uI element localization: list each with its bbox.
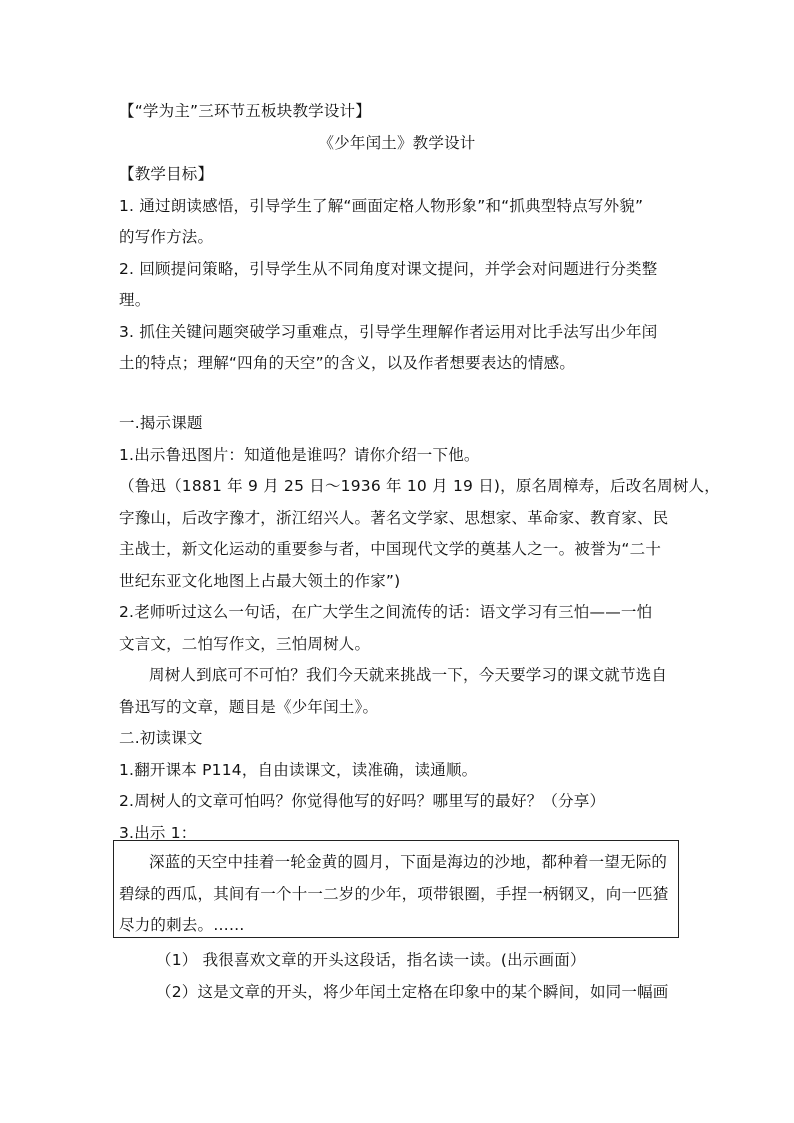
quote-line-2: 碧绿的西瓜，其间有一个十一二岁的少年，项带银圈，手捏一柄钢叉，向一匹猹 — [119, 885, 669, 903]
section-1-para-2-line-3: 主战士，新文化运动的重要参与者，中国现代文学的奠基人之一。被誉为“二十 — [119, 540, 662, 558]
section-2-para-3: 3.出示 1： — [119, 824, 197, 842]
goal-1-line-1: 1. 通过朗读感悟，引导学生了解“画面定格人物形象”和“抓典型特点写外貌” — [119, 197, 644, 215]
goal-3-line-1: 3. 抓住关键问题突破学习重难点，引导学生理解作者运用对比手法写出少年闰 — [119, 323, 658, 341]
quote-line-1: 深蓝的天空中挂着一轮金黄的圆月，下面是海边的沙地，都种着一望无际的 — [149, 853, 668, 871]
section-1-para-4-line-1: 周树人到底可不可怕？我们今天就来挑战一下，今天要学习的课文就节选自 — [149, 666, 668, 684]
section-1-para-1: 1.出示鲁迅图片：知道他是谁吗？请你介绍一下他。 — [119, 446, 480, 464]
section-1-para-3-line-2: 文言文，二怕写作文，三怕周树人。 — [119, 635, 371, 653]
section-1-para-4-line-2: 鲁迅写的文章，题目是《少年闰土》。 — [119, 698, 379, 716]
section-1-para-3-line-1: 2.老师听过这么一句话，在广大学生之间流传的话：语文学习有三怕——一怕 — [119, 603, 653, 621]
section-1-para-2-line-1: （鲁迅（1881 年 9 月 25 日～1936 年 10 月 19 日)，原名周樟寿，后改名周树人， — [119, 477, 720, 495]
series-title: 【“学为主”三环节五板块教学设计】 — [119, 102, 371, 120]
section-2-para-1: 1.翻开课本 P114，自由读课文，读准确，读通顺。 — [119, 761, 478, 779]
section-1-para-2-line-2: 字豫山，后改字豫才，浙江绍兴人。著名文学家、思想家、革命家、教育家、民 — [119, 509, 669, 527]
goal-3-line-2: 土的特点；理解“四角的天空”的含义，以及作者想要表达的情感。 — [119, 354, 576, 372]
section-2-heading: 二.初读课文 — [119, 729, 203, 747]
goal-2-line-2: 理。 — [119, 291, 151, 309]
section-1-heading: 一.揭示课题 — [119, 414, 203, 432]
section-2-para-2: 2.周树人的文章可怕吗？你觉得他写的好吗？哪里写的最好？（分享） — [119, 792, 606, 810]
list-item-1: （1） 我很喜欢文章的开头这段话，指名读一读。(出示画面） — [156, 951, 586, 969]
section-1-para-2-line-4: 世纪东亚文化地图上占最大领土的作家”) — [119, 572, 401, 590]
document-title: 《少年闰土》教学设计 — [318, 134, 476, 152]
goal-1-line-2: 的写作方法。 — [119, 228, 214, 246]
list-item-2: （2）这是文章的开头，将少年闰土定格在印象中的某个瞬间，如同一幅画 — [156, 983, 669, 1001]
goal-2-line-1: 2. 回顾提问策略，引导学生从不同角度对课文提问，并学会对问题进行分类整 — [119, 260, 658, 278]
quote-line-3: 尽力的刺去。…… — [119, 916, 245, 934]
goals-heading: 【教学目标】 — [119, 165, 214, 183]
